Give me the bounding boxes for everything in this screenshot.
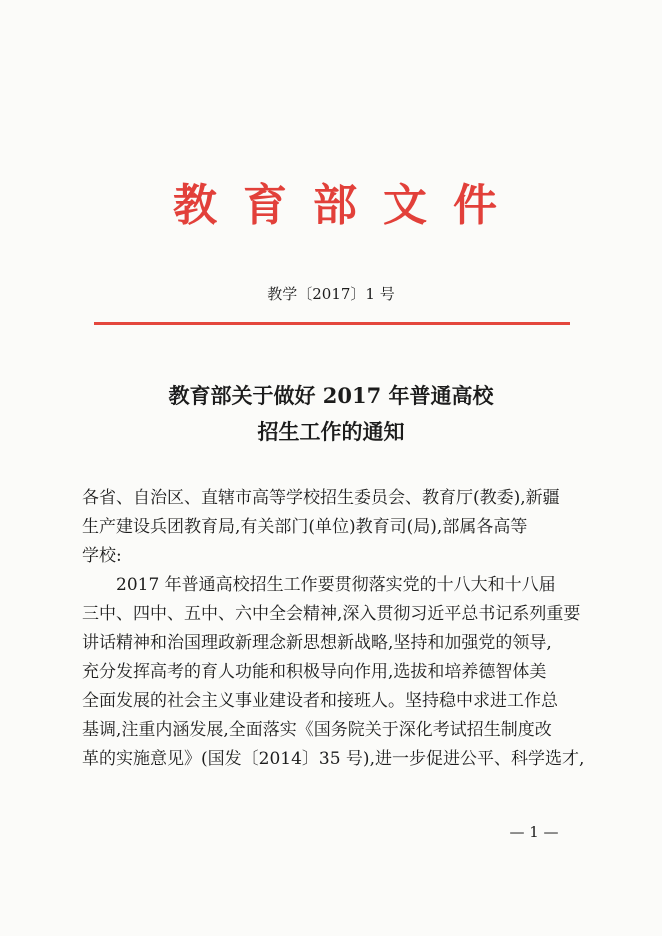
addressee-line-1: 各省、自治区、直辖市高等学校招生委员会、教育厅(教委),新疆 (82, 488, 560, 508)
paragraph-line-7: 革的实施意见》(国发〔2014〕35 号),进一步促进公平、科学选才, (82, 749, 585, 769)
page-number: — 1 — (509, 823, 559, 841)
paragraph-line-1: 2017 年普通高校招生工作要贯彻落实党的十八大和十八届 (116, 575, 556, 595)
addressee-line-3: 学校: (82, 546, 122, 566)
paragraph-line-2: 三中、四中、五中、六中全会精神,深入贯彻习近平总书记系列重要 (82, 604, 581, 624)
paragraph-line-6: 基调,注重内涵发展,全面落实《国务院关于深化考试招生制度改 (82, 720, 552, 740)
paragraph-line-5: 全面发展的社会主义事业建设者和接班人。坚持稳中求进工作总 (82, 691, 558, 711)
addressee-line-2: 生产建设兵团教育局,有关部门(单位)教育司(局),部属各高等 (82, 517, 528, 537)
notice-title-line-2: 招生工作的通知 (257, 419, 405, 444)
document-number: 教学〔2017〕1 号 (267, 285, 395, 303)
notice-title (0, 378, 662, 450)
document-header-title: 教育部文件 (173, 180, 523, 231)
paragraph-line-4: 充分发挥高考的育人功能和积极导向作用,选拔和培养德智体美 (82, 662, 547, 682)
notice-title-line-1: 教育部关于做好 2017 年普通高校 (168, 383, 494, 408)
red-divider-line (94, 322, 570, 325)
paragraph-line-3: 讲话精神和治国理政新理念新思想新战略,坚持和加强党的领导, (82, 633, 552, 653)
document-body (82, 484, 585, 774)
